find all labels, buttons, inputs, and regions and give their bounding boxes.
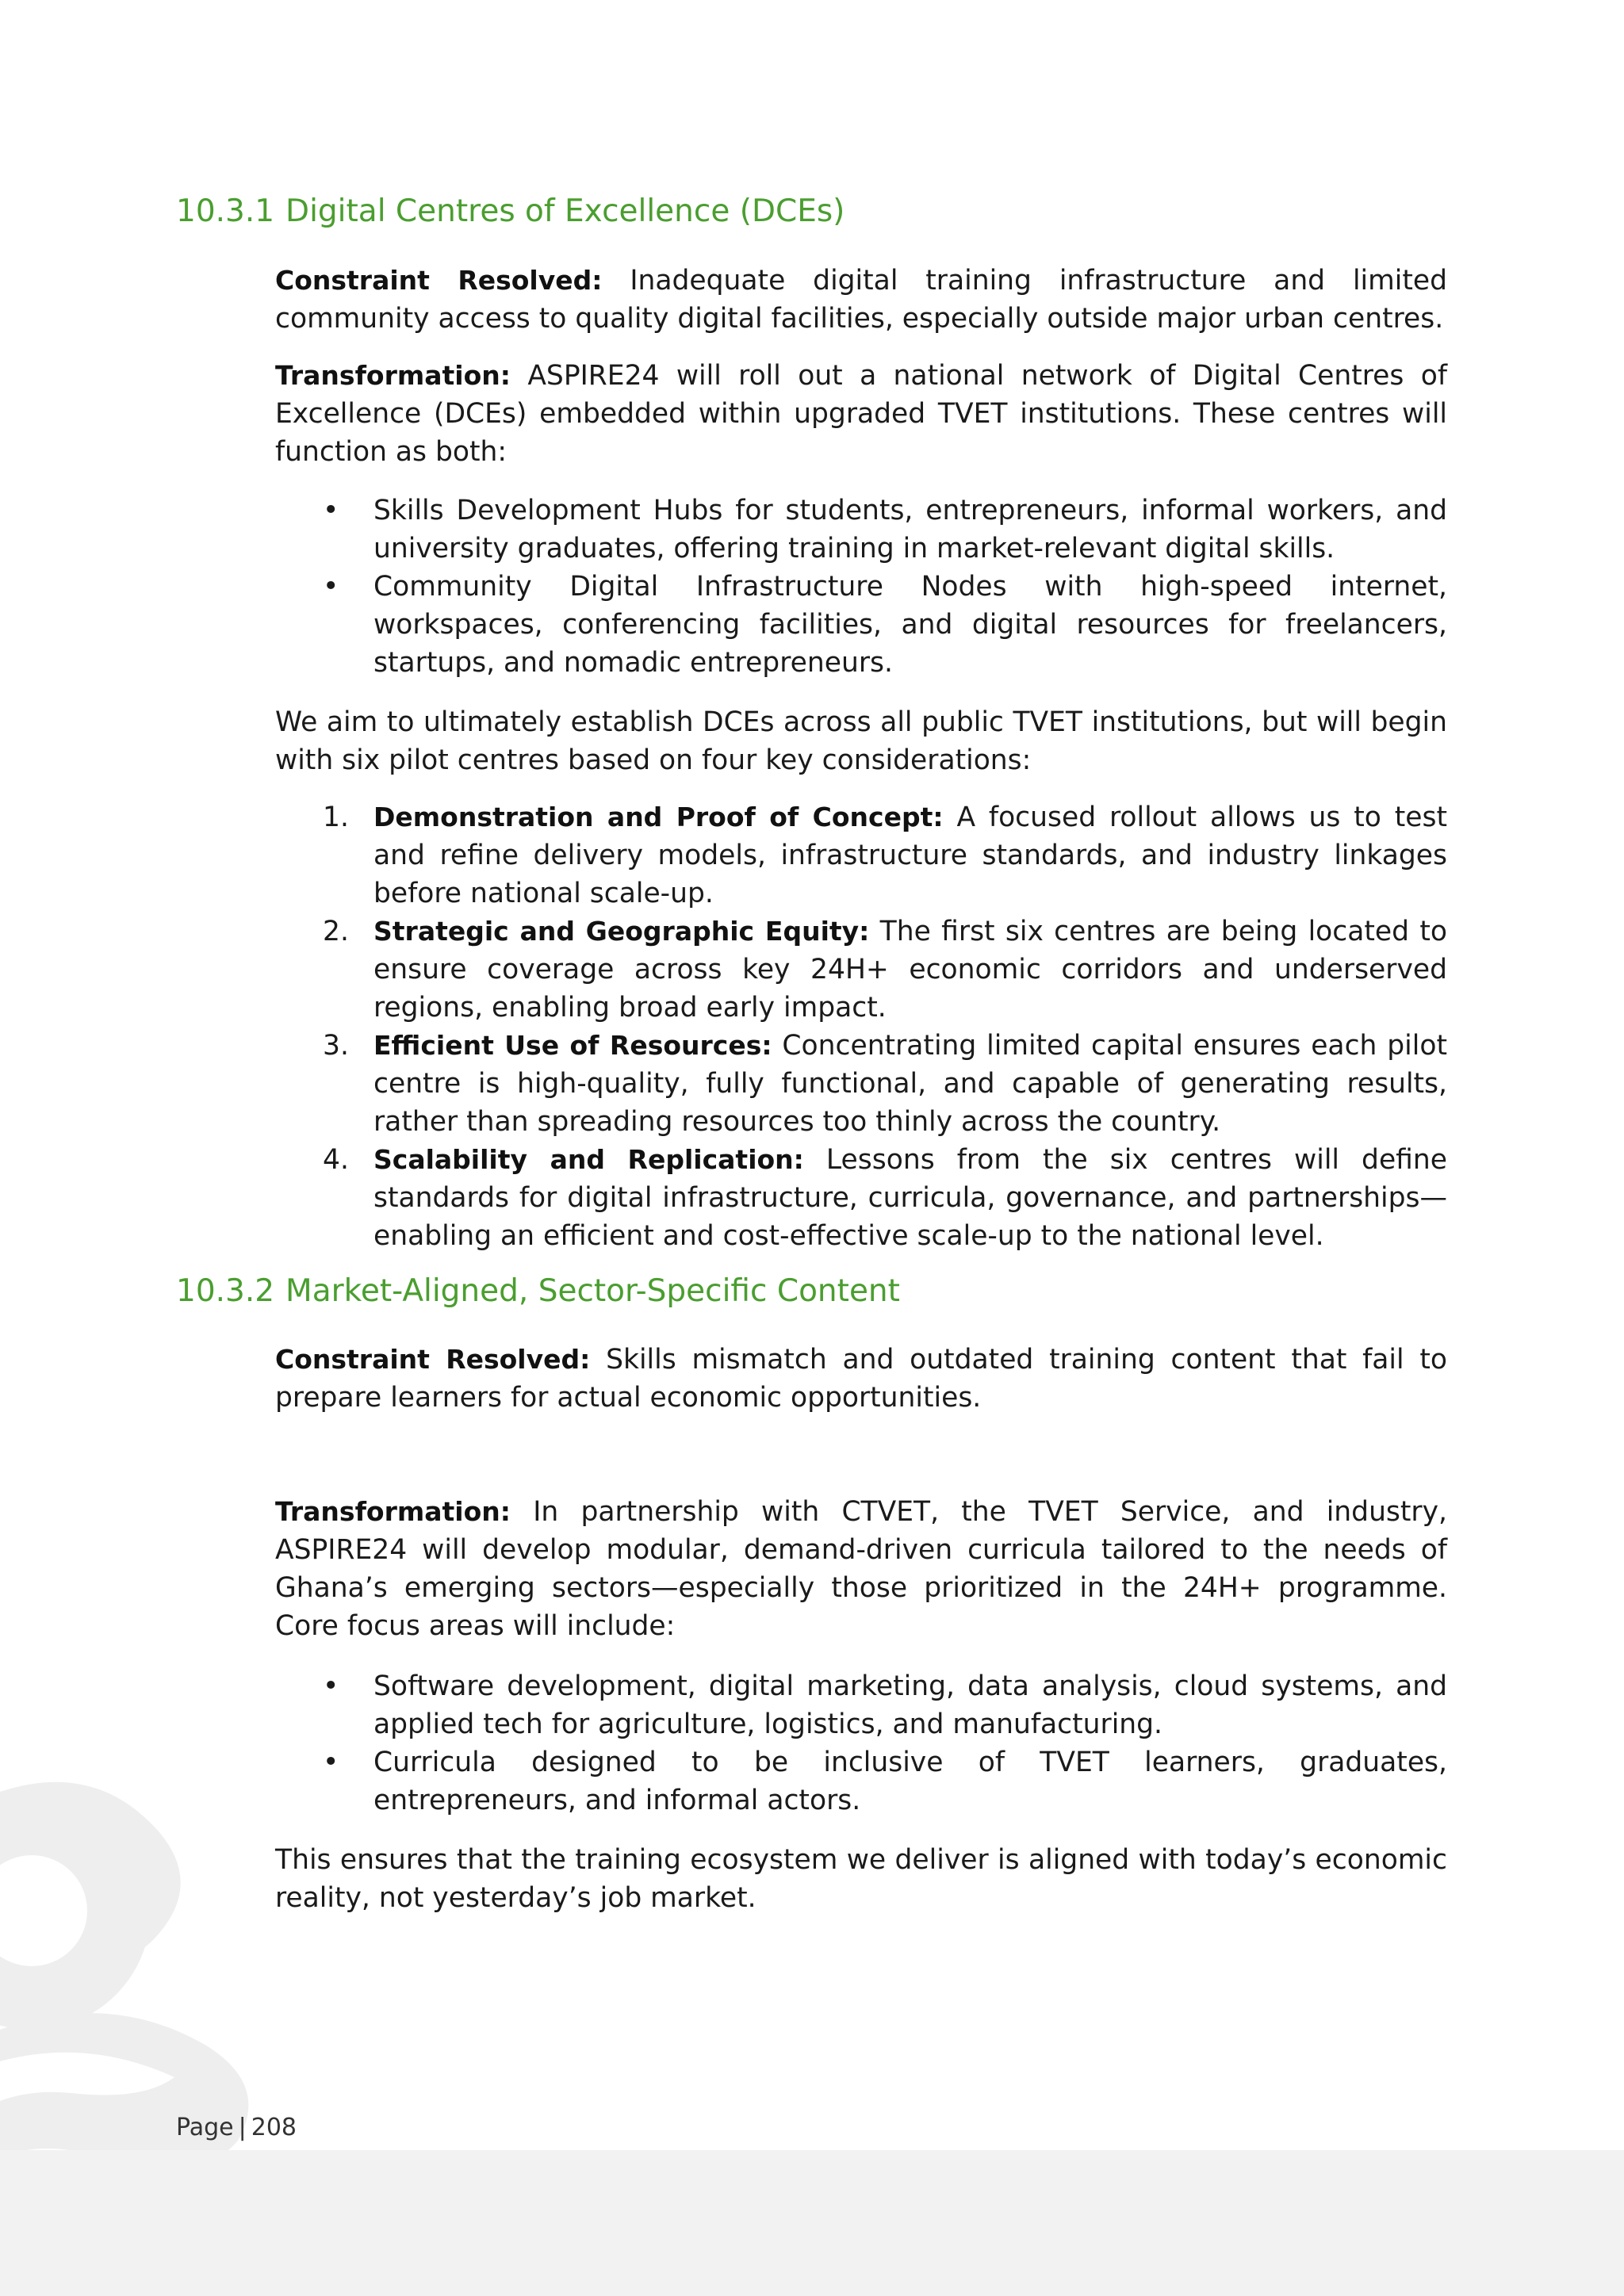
transformation-text: In partnership with CTVET, the TVET Service, and industry, ASPIRE24 will develop modular, demand-driven curricula tailored to the needs of Ghana’s emerging sectors—especially those prioritized in the 24H+ programme. Core focus areas will include: [275, 1496, 1447, 1642]
list-item [275, 492, 1447, 568]
section-title: Digital Centres of Excellence (DCEs) [285, 193, 845, 229]
list-item [275, 1141, 1447, 1255]
list-item [275, 568, 1447, 682]
list-item [275, 1027, 1447, 1141]
closing-paragraph: This ensures that the training ecosystem we deliver is aligned with today’s economic reality, not yesterday’s job market. [275, 1844, 1447, 1914]
transformation-text: ASPIRE24 will roll out a national network of Digital Centres of Excellence (DCEs) embedded within upgraded TVET institutions. These centres will function as both: [275, 360, 1447, 468]
list-item-text: Skills Development Hubs for students, entrepreneurs, informal workers, and university graduates, offering training in market-relevant digital skills. [373, 495, 1447, 564]
constraint-paragraph [275, 262, 1447, 338]
page-number-value: 208 [251, 2114, 297, 2141]
section-number: 10.3.1 [176, 193, 275, 229]
list-item [275, 1667, 1447, 1743]
constraint-label: Constraint Resolved: [275, 265, 603, 296]
consideration-label: Strategic and Geographic Equity: [373, 916, 870, 947]
bullet-marker: • [323, 1747, 339, 1778]
transformation-label: Transformation: [275, 360, 511, 391]
dce-functions-list [275, 492, 1447, 682]
list-number: 4. [323, 1144, 349, 1176]
bullet-marker: • [323, 1670, 339, 1702]
list-item-text: Software development, digital marketing, data analysis, cloud systems, and applied tech for agriculture, logistics, and manufacturing. [373, 1670, 1447, 1740]
consideration-label: Scalability and Replication: [373, 1144, 804, 1175]
consideration-text: Concentrating limited capital ensures each pilot centre is high-quality, fully functional, and capable of generating results, rather than spreading resources too thinly across the country. [373, 1030, 1447, 1138]
list-item [275, 1743, 1447, 1820]
transformation-label: Transformation: [275, 1496, 511, 1527]
constraint-text: Skills mismatch and outdated training content that fail to prepare learners for actual economic opportunities. [275, 1344, 1447, 1414]
list-item [275, 798, 1447, 913]
list-item-text: Curricula designed to be inclusive of TVET learners, graduates, entrepreneurs, and informal actors. [373, 1747, 1447, 1816]
considerations-list [275, 798, 1447, 1255]
section-title: Market-Aligned, Sector-Specific Content [285, 1273, 900, 1309]
bullet-marker: • [323, 495, 339, 526]
page-separator: | [238, 2114, 247, 2141]
list-item [275, 913, 1447, 1027]
section-heading-10-3-1 [176, 193, 845, 229]
footer-band [0, 2150, 1624, 2296]
constraint-label: Constraint Resolved: [275, 1344, 591, 1375]
transformation-paragraph [275, 1493, 1447, 1645]
bullet-marker: • [323, 571, 339, 603]
page-label: Page [176, 2114, 234, 2141]
page-number [176, 2114, 297, 2141]
consideration-label: Efficient Use of Resources: [373, 1030, 772, 1061]
transformation-paragraph [275, 357, 1447, 471]
consideration-text: The first six centres are being located to ensure coverage across key 24H+ economic corridors and underserved regions, enabling broad early impact. [373, 916, 1447, 1024]
consideration-label: Demonstration and Proof of Concept: [373, 802, 944, 832]
focus-areas-list [275, 1667, 1447, 1820]
aim-paragraph: We aim to ultimately establish DCEs across all public TVET institutions, but will begin with six pilot centres based on four key considerations: [275, 706, 1447, 776]
list-number: 1. [323, 802, 349, 833]
list-number: 2. [323, 916, 349, 947]
consideration-text: Lessons from the six centres will define standards for digital infrastructure, curricula, governance, and partnerships—enabling an efficient and cost-effective scale-up to the national level. [373, 1144, 1447, 1252]
consideration-text: A focused rollout allows us to test and refine delivery models, infrastructure standards, and industry linkages before national scale-up. [373, 802, 1447, 909]
constraint-paragraph [275, 1341, 1447, 1417]
section-number: 10.3.2 [176, 1273, 275, 1309]
constraint-text: Inadequate digital training infrastructure and limited community access to quality digital facilities, especially outside major urban centres. [275, 265, 1447, 335]
list-number: 3. [323, 1030, 349, 1062]
list-item-text: Community Digital Infrastructure Nodes with high-speed internet, workspaces, conferencing facilities, and digital resources for freelancers, startups, and nomadic entrepreneurs. [373, 571, 1447, 679]
section-heading-10-3-2 [176, 1273, 900, 1309]
